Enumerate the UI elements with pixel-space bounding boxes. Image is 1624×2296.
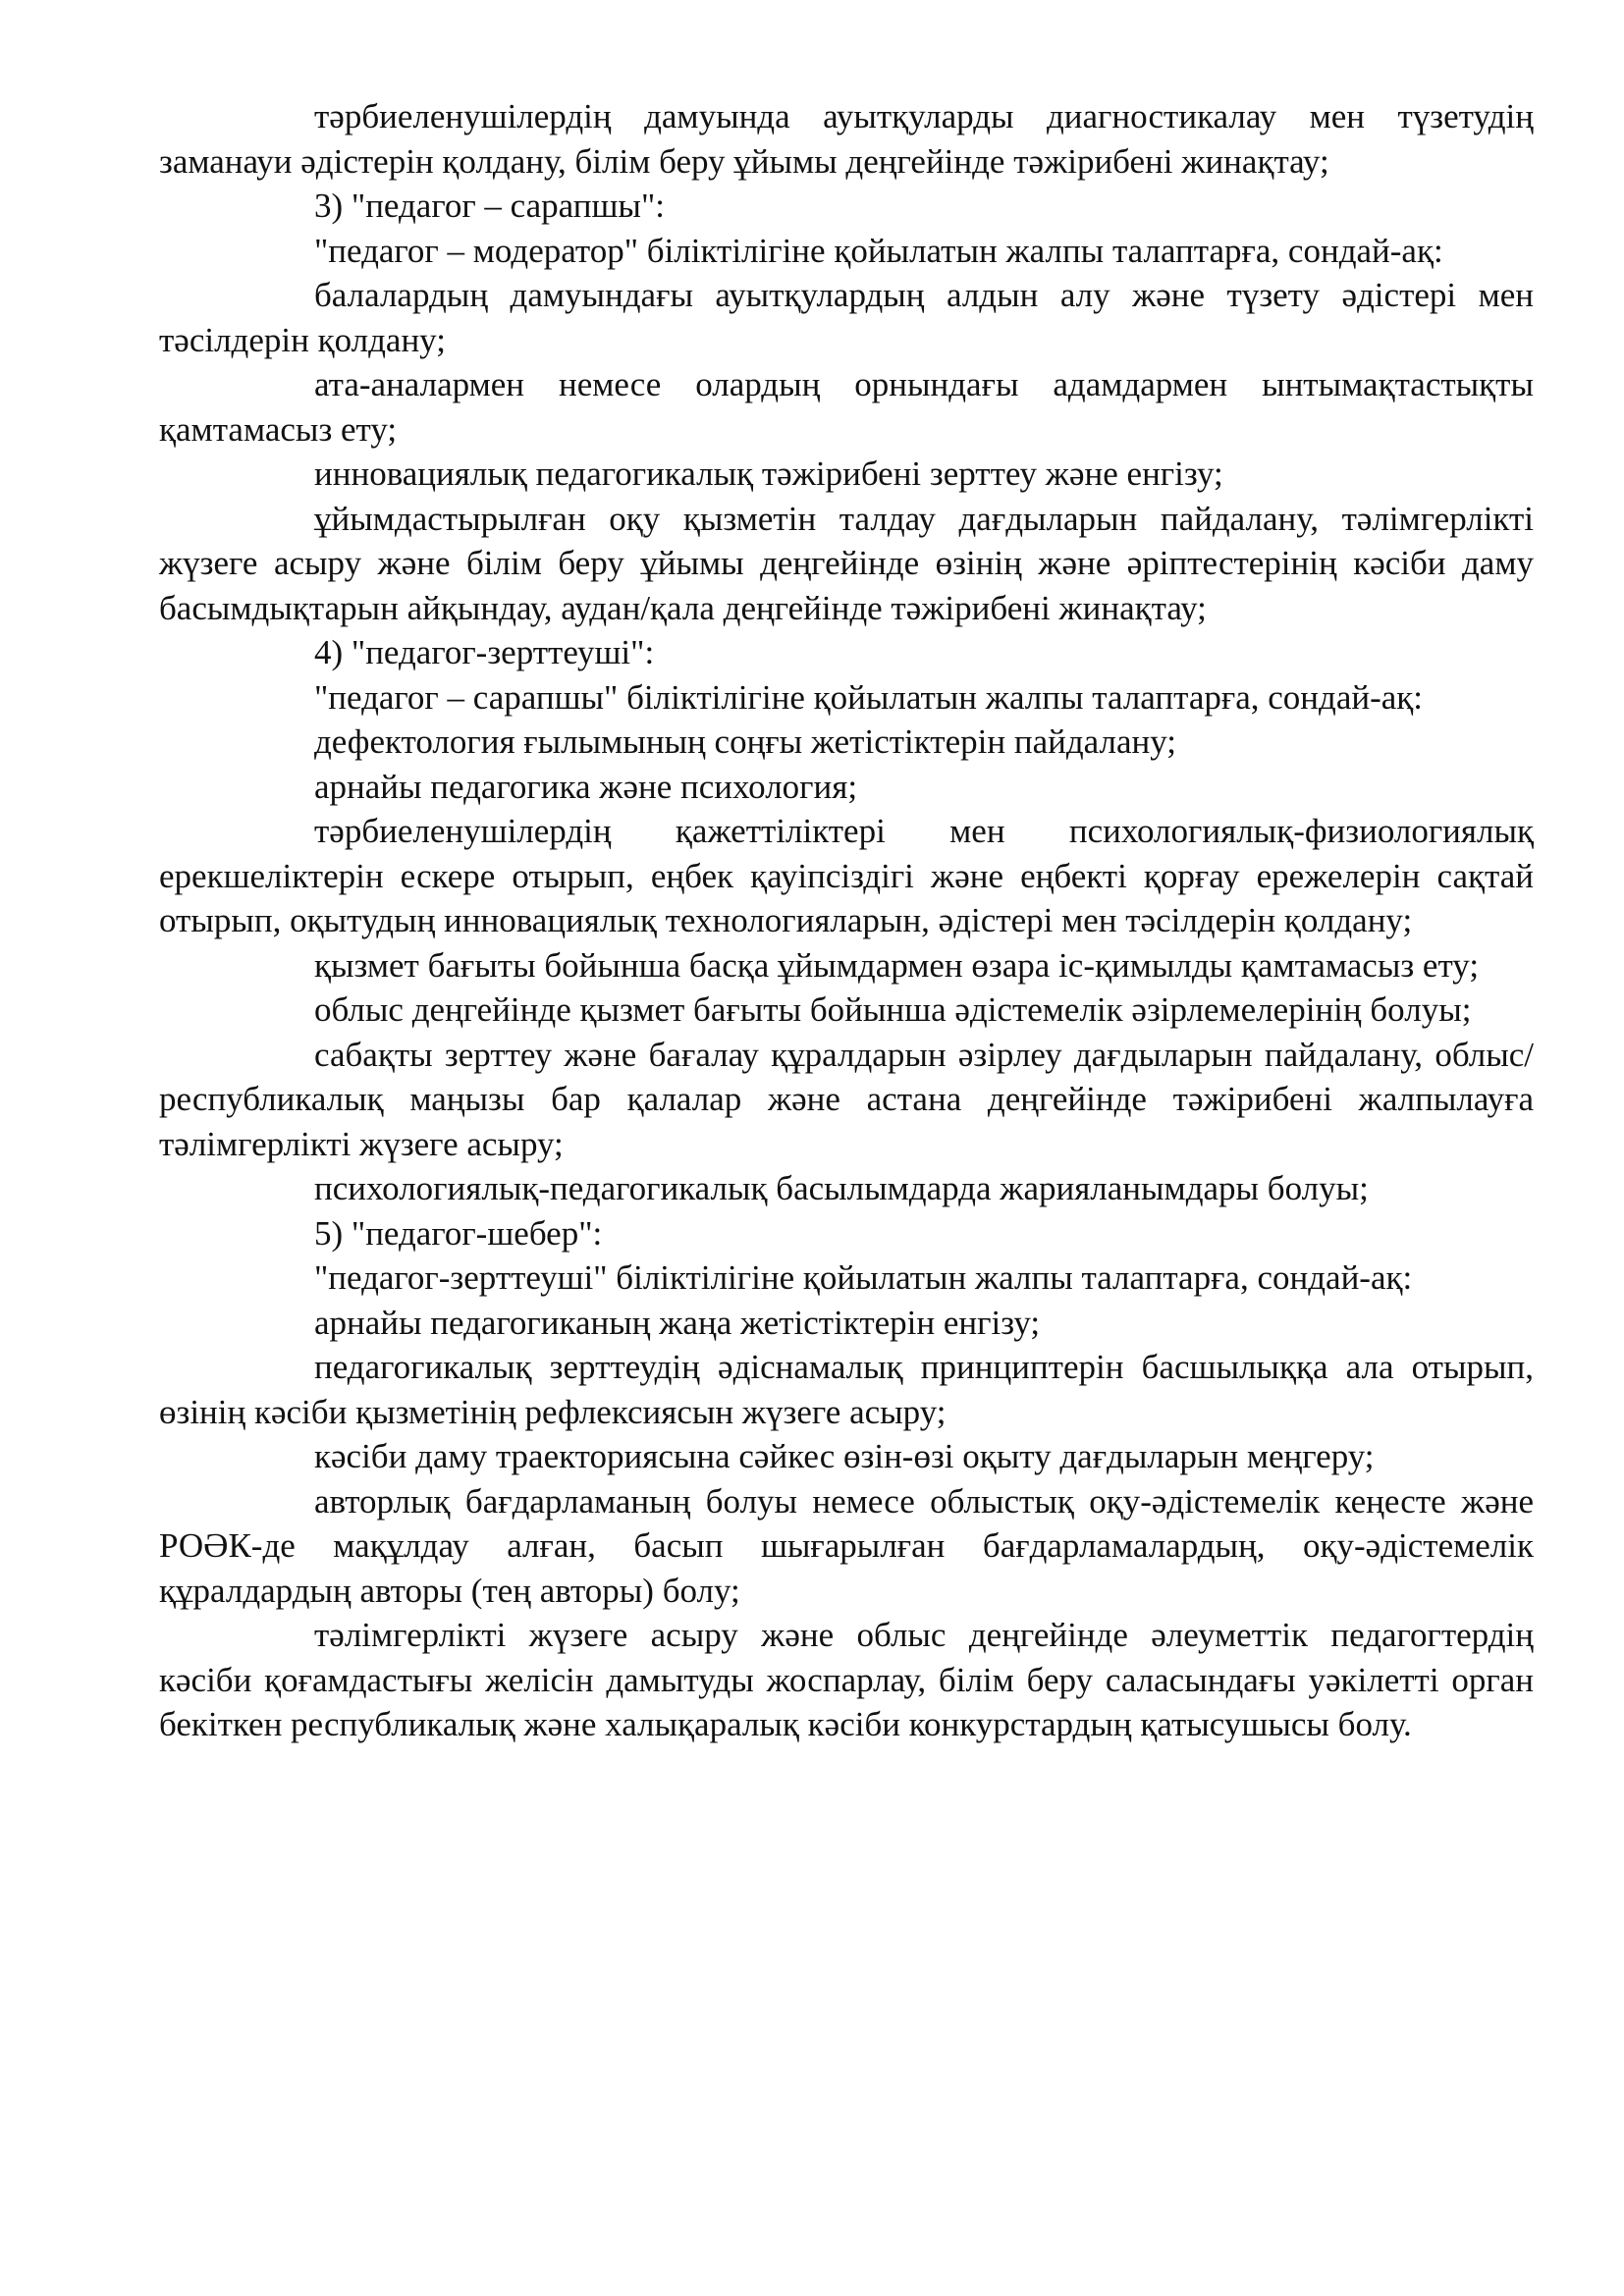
paragraph-master-general: "педагог-зерттеуші" біліктілігіне қойылатын жалпы талаптарға, сондай-ақ: bbox=[314, 1258, 1413, 1297]
heading-master: 5) "педагог-шебер": bbox=[314, 1213, 603, 1253]
paragraph-innovation-research: инновациялық педагогикалық тәжірибені зерттеу және енгізу; bbox=[314, 454, 1223, 493]
heading-expert: 3) "педагог – сарапшы": bbox=[314, 187, 665, 225]
paragraph-innovative-tech: тәрбиеленушілердің қажеттіліктері мен психологиялық-физиологиялық ерекшеліктерін ескере отырып, еңбек қауіпсіздігі және еңбекті қорғау ережелерін сақтай отырып, оқытудың инновациялық технологияларын, әдістері мен тәсілдерін қолдану; bbox=[159, 812, 1534, 939]
paragraph-lesson-study: сабақты зерттеу және бағалау құралдарын әзірлеу дағдыларын пайдалану, облыс/республикалық маңызы бар қалалар және астана деңгейінде тәжірибені жалпылауға тәлімгерлікті жүзеге асыру; bbox=[159, 1035, 1534, 1163]
paragraph-defectology: дефектология ғылымының соңғы жетістіктерін пайдалану; bbox=[314, 722, 1176, 761]
document-body bbox=[159, 94, 1534, 1747]
paragraph-community-contests: тәлімгерлікті жүзеге асыру және облыс деңгейінде әлеуметтік педагогтердің кәсіби қоғамдастығы желісін дамытуды жоспарлау, білім беру саласындағы уәкілетті орган бекіткен республикалық және халықаралық кәсіби конкурстардың қатысушысы болу. bbox=[159, 1616, 1534, 1743]
paragraph-regional-developments: облыс деңгейінде қызмет бағыты бойынша әдістемелік әзірлемелерінің болуы; bbox=[314, 990, 1472, 1029]
paragraph-expert-general: "педагог – модератор" біліктілігіне қойылатын жалпы талаптарға, сондай-ақ: bbox=[314, 231, 1443, 270]
paragraph-publications: психологиялық-педагогикалық басылымдарда жарияланымдары болуы; bbox=[314, 1169, 1369, 1207]
paragraph-researcher-general: "педагог – сарапшы" біліктілігіне қойылатын жалпы талаптарға, сондай-ақ: bbox=[314, 677, 1424, 717]
paragraph-special-achievements: арнайы педагогиканың жаңа жетістіктерін енгізу; bbox=[314, 1303, 1041, 1342]
paragraph-prevention-methods: балалардың дамуындағы ауытқулардың алдын алу және түзету әдістері мен тәсілдерін қолдану; bbox=[159, 276, 1534, 359]
paragraph-author-program: авторлық бағдарламаның болуы немесе облыстық оқу-әдістемелік кеңесте және РОӘК-де мақұлдау алған, басып шығарылған бағдарламалардың, оқу-әдістемелік құралдардың авторы (тең авторы) болу; bbox=[159, 1481, 1534, 1610]
heading-researcher: 4) "педагог-зерттеуші": bbox=[314, 633, 655, 671]
paragraph-parent-cooperation: ата-аналармен немесе олардың орнындағы адамдармен ынтымақтастықты қамтамасыз ету; bbox=[159, 365, 1534, 449]
paragraph-reflection: педагогикалық зерттеудің әдіснамалық принциптерін басшылыққа ала отырып, өзінің кәсіби қызметінің рефлексиясын жүзеге асыру; bbox=[159, 1348, 1534, 1431]
paragraph-cooperation: қызмет бағыты бойынша басқа ұйымдармен өзара іс-қимылды қамтамасыз ету; bbox=[314, 945, 1480, 985]
paragraph-special-pedagogy: арнайы педагогика және психология; bbox=[314, 767, 858, 806]
paragraph-mentoring-district: ұйымдастырылған оқу қызметін талдау дағдыларын пайдалану, тәлімгерлікті жүзеге асыру және білім беру ұйымы деңгейінде өзінің және әріптестерінің кәсіби даму басымдықтарын айқындау, аудан/қала деңгейінде тәжірибені жинақтау; bbox=[159, 499, 1534, 627]
paragraph-diagnostics: тәрбиеленушілердің дамуында ауытқуларды диагностикалау мен түзетудің заманауи әдістерін қолдану, білім беру ұйымы деңгейінде тәжірибені жинақтау; bbox=[159, 97, 1534, 181]
paragraph-self-learning: кәсіби даму траекториясына сәйкес өзін-өзі оқыту дағдыларын меңгеру; bbox=[314, 1437, 1375, 1475]
